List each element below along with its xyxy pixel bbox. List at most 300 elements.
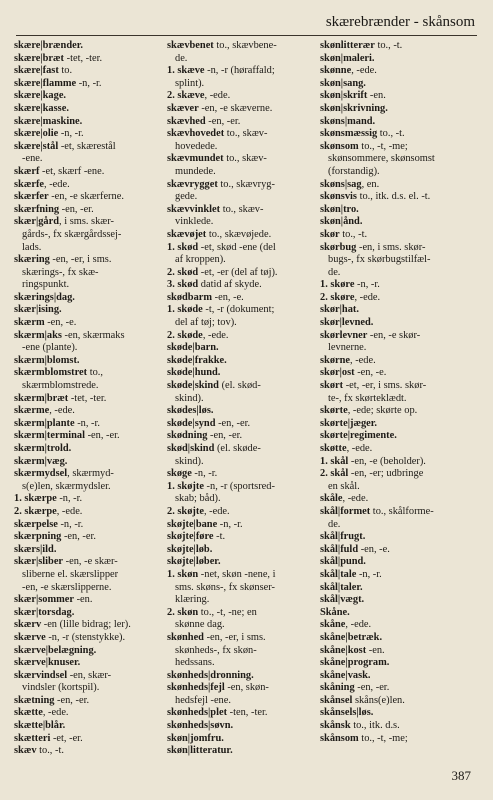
- entry-line: [167, 304, 317, 317]
- headword: skør|hat.: [320, 304, 359, 316]
- headword: skøge: [167, 468, 192, 480]
- entry-line: [167, 481, 317, 494]
- headword: skønne: [320, 65, 352, 77]
- entry-text: -en, -er.: [207, 430, 243, 442]
- headword: 1. skøre: [320, 279, 355, 291]
- entry-line: [167, 556, 317, 569]
- headword: skærmblomstret: [14, 367, 88, 379]
- entry-text: hedsfejl -ene.: [175, 694, 231, 706]
- header-rule: [16, 35, 477, 36]
- entry-line: [320, 78, 482, 91]
- headword: skåne|program.: [320, 657, 390, 669]
- entry-continuation: [14, 481, 164, 494]
- headword: skærpning: [14, 531, 62, 543]
- headword: skåle: [320, 493, 343, 505]
- entry-line: [14, 367, 164, 380]
- entry-line: [167, 682, 317, 695]
- entry-line: [320, 733, 482, 746]
- entry-continuation: [167, 594, 317, 607]
- entry-text: -n, -r (sportsred-: [203, 480, 275, 492]
- entry-text: -n, -r.: [57, 518, 84, 530]
- entry-line: [14, 90, 164, 103]
- headword: skøtte: [320, 443, 347, 454]
- entry-text: , -ede.: [354, 291, 381, 303]
- entry-text: -n, -r.: [58, 128, 84, 140]
- headword: skøn|ånd.: [320, 216, 363, 228]
- entry-text: -n, -r.: [191, 468, 218, 480]
- entry-text: -et, -er (del af tøj).: [198, 266, 278, 278]
- headword: skøn|sang.: [320, 77, 366, 89]
- headword: skærs|ild.: [14, 543, 57, 555]
- entry-line: [167, 90, 317, 103]
- entry-line: [320, 506, 482, 519]
- entry-text: s(e)len, skærmydsler.: [22, 480, 111, 492]
- entry-text: -n, -r (høraffald;: [204, 65, 275, 77]
- entry-text: -en, -e.: [354, 367, 387, 379]
- headword: skåning: [320, 682, 355, 694]
- entry-continuation: [320, 254, 482, 267]
- entry-line: [167, 569, 317, 582]
- entry-text: ringspunkt.: [22, 279, 70, 291]
- headword: skære|bræt: [14, 52, 65, 64]
- entry-line: [14, 720, 164, 733]
- entry-line: [320, 304, 482, 317]
- entry-line: [320, 53, 482, 66]
- entry-text: -en, -er, i sms.: [203, 631, 266, 643]
- entry-continuation: [320, 166, 482, 179]
- entry-text: -n, -r.: [56, 493, 83, 505]
- entry-text: -en (lille bidrag; ler).: [41, 619, 131, 631]
- entry-line: [320, 632, 482, 645]
- entry-line: [14, 254, 164, 267]
- entry-line: [167, 242, 317, 255]
- headword: skærf: [14, 165, 40, 177]
- headword: skødning: [167, 430, 208, 442]
- entry-text: sliberne el. skærslipper: [22, 568, 119, 580]
- headword: skønheds|plet: [167, 707, 228, 719]
- entry-text: -en, -e.: [358, 543, 390, 555]
- headword: skære|stål: [14, 140, 59, 152]
- entry-line: [14, 330, 164, 343]
- entry-text: skind).: [175, 392, 204, 404]
- entry-line: [167, 720, 317, 733]
- entry-text: to., -t.: [36, 745, 64, 757]
- headword: skærfning: [14, 203, 60, 215]
- entry-text: -en, -e skør-: [367, 329, 421, 341]
- entry-line: [167, 153, 317, 166]
- headword: skøde|synd: [167, 417, 216, 429]
- entry-line: [14, 128, 164, 141]
- entry-text: -en, skær-: [67, 669, 112, 681]
- headword: skærings|dag.: [14, 291, 75, 303]
- entry-text: to., skæv-: [224, 128, 268, 140]
- entry-line: [167, 40, 317, 53]
- entry-line: [167, 204, 317, 217]
- entry-text: skærmblomstrede.: [22, 380, 99, 392]
- headword: skære|kage.: [14, 90, 67, 102]
- entry-text: -t, -r (dokument;: [202, 304, 275, 316]
- headword: skære|fast: [14, 65, 59, 77]
- headword: skønsom: [320, 140, 359, 152]
- entry-text: , -ede.: [44, 178, 70, 190]
- entry-line: [320, 204, 482, 217]
- entry-text: -en, -e.: [44, 317, 77, 329]
- entry-text: vinklede.: [175, 216, 214, 228]
- headword: skørte|regimente.: [320, 430, 397, 442]
- entry-line: [320, 468, 482, 481]
- headword: Skåne.: [320, 606, 350, 618]
- entry-line: [320, 405, 482, 418]
- headword: skætning: [14, 694, 55, 706]
- entry-continuation: [167, 393, 317, 406]
- entry-line: [167, 707, 317, 720]
- entry-text: -ene (plante).: [22, 342, 78, 354]
- entry-text: -ten, -ter.: [227, 707, 268, 719]
- entry-line: [167, 733, 317, 746]
- entry-line: [320, 380, 482, 393]
- entry-line: [14, 204, 164, 217]
- entry-line: [320, 493, 482, 506]
- entry-line: [14, 745, 164, 758]
- entry-text: -en, i sms. skør-: [356, 241, 426, 253]
- headword: skæring: [14, 254, 50, 266]
- entry-line: [14, 355, 164, 368]
- entry-text: -n, -r.: [356, 568, 382, 580]
- entry-line: [14, 632, 164, 645]
- headword: skøde|hund.: [167, 367, 221, 379]
- headword: skær|torsdag.: [14, 606, 75, 618]
- entry-line: [320, 292, 482, 305]
- entry-text: to., itk. d.s. el. -t.: [356, 191, 431, 203]
- headword: skærm|bræt: [14, 392, 69, 404]
- headword: 2. skøde: [167, 329, 203, 341]
- entry-text: del af tøj; tov).: [175, 317, 237, 329]
- entry-continuation: [320, 153, 482, 166]
- headword: skør: [320, 228, 340, 240]
- entry-line: [167, 65, 317, 78]
- entry-line: [14, 519, 164, 532]
- entry-line: [320, 216, 482, 229]
- entry-line: [14, 733, 164, 746]
- headword: skærm|blomst.: [14, 354, 80, 366]
- headword: skørne: [320, 354, 351, 366]
- entry-line: [14, 53, 164, 66]
- entry-line: [320, 569, 482, 582]
- entry-text: hedssans.: [175, 657, 215, 669]
- entry-line: [167, 670, 317, 683]
- entry-text: , -ede; skørte op.: [347, 405, 418, 417]
- headword: skærm|aks: [14, 329, 62, 341]
- entry-line: [320, 456, 482, 469]
- entry-line: [14, 65, 164, 78]
- headword: 2. skøjte: [167, 505, 204, 517]
- headword: skåne: [320, 619, 346, 631]
- entry-line: [320, 657, 482, 670]
- headword: skånsel: [320, 694, 353, 706]
- entry-continuation: [14, 582, 164, 595]
- headword: skøjte|bane: [167, 518, 218, 530]
- entry-text: (forstandig).: [328, 165, 380, 177]
- entry-line: [320, 607, 482, 620]
- headword: skørlevner: [320, 329, 368, 341]
- entry-line: [167, 468, 317, 481]
- headword: skøn|maleri.: [320, 52, 375, 64]
- entry-text: datid af skyde.: [198, 279, 262, 291]
- headword: skøjte|føre: [167, 531, 214, 543]
- entry-continuation: [167, 493, 317, 506]
- entry-text: de.: [175, 52, 188, 64]
- entry-text: hovedede.: [175, 140, 218, 152]
- entry-line: [167, 367, 317, 380]
- entry-text: , i sms. skær-: [59, 216, 114, 228]
- entry-text: gårds-, fx skærgårdssej-: [22, 228, 122, 240]
- entry-line: [14, 116, 164, 129]
- entry-text: -en, -e skærslipperne.: [22, 581, 112, 593]
- entry-line: [167, 632, 317, 645]
- headword: skål|frugt.: [320, 531, 366, 543]
- entry-text: de.: [328, 518, 341, 530]
- headword: skære|olie: [14, 128, 59, 140]
- entry-line: [14, 40, 164, 53]
- entry-line: [320, 720, 482, 733]
- entry-line: [14, 695, 164, 708]
- entry-line: [167, 179, 317, 192]
- headword: skævrygget: [167, 178, 218, 190]
- entry-continuation: [167, 456, 317, 469]
- entry-text: , en.: [361, 178, 380, 190]
- entry-line: [320, 40, 482, 53]
- entry-line: [167, 519, 317, 532]
- entry-continuation: [14, 229, 164, 242]
- entry-text: -en, -e (beholder).: [348, 455, 426, 467]
- entry-text: -en, skøn-: [224, 682, 269, 694]
- headword: 1. skøjte: [167, 480, 204, 492]
- headword: skærme: [14, 405, 50, 417]
- headword: skøde|barn.: [167, 342, 219, 354]
- entry-text: to.,: [87, 367, 104, 379]
- entry-line: [167, 355, 317, 368]
- column-2: [167, 40, 317, 758]
- headword: skær|sommer: [14, 594, 74, 606]
- headword: skæv: [14, 745, 37, 757]
- entry-continuation: [167, 141, 317, 154]
- entry-line: [320, 695, 482, 708]
- headword: skøjte|løber.: [167, 556, 221, 568]
- entry-text: -en, -e skærferne.: [48, 191, 124, 203]
- entry-continuation: [167, 657, 317, 670]
- entry-line: [320, 65, 482, 78]
- entry-text: af kroppen).: [175, 254, 226, 266]
- headword: skøn|jomfru.: [167, 732, 224, 744]
- entry-continuation: [14, 279, 164, 292]
- entry-continuation: [320, 267, 482, 280]
- entry-line: [14, 317, 164, 330]
- entry-line: [14, 191, 164, 204]
- entry-continuation: [167, 254, 317, 267]
- entry-text: skåns(e)len.: [352, 694, 405, 706]
- headword: skævmundet: [167, 153, 224, 165]
- headword: skøn|tro.: [320, 203, 359, 215]
- entry-text: to., skæv-: [220, 203, 264, 215]
- entry-text: skønheds-, fx skøn-: [175, 644, 257, 656]
- entry-text: -en, -er, i sms.: [49, 254, 112, 266]
- entry-line: [320, 619, 482, 632]
- entry-text: -en, -e skæverne.: [198, 102, 273, 114]
- entry-text: to., skævøjede.: [206, 228, 272, 240]
- headword: 2. skøn: [167, 606, 199, 618]
- entry-text: mundede.: [175, 165, 216, 177]
- entry-line: [14, 292, 164, 305]
- headword: skål|pund.: [320, 556, 366, 568]
- headword: 1. skål: [320, 455, 349, 467]
- headword: 3. skød: [167, 279, 199, 291]
- entry-text: -n, -r (stenstykke).: [45, 631, 126, 643]
- entry-line: [167, 229, 317, 242]
- entry-line: [14, 103, 164, 116]
- headword: skåne|betræk.: [320, 631, 383, 643]
- entry-text: to., -t, -ne; en: [198, 606, 257, 618]
- headword: skål|tale: [320, 568, 357, 580]
- headword: skætte: [14, 707, 43, 719]
- entry-line: [167, 506, 317, 519]
- entry-text: lads.: [22, 241, 42, 253]
- entry-continuation: [14, 569, 164, 582]
- entry-line: [14, 166, 164, 179]
- headword: skødbarm: [167, 291, 213, 303]
- headword: skær|ising.: [14, 304, 62, 316]
- entry-continuation: [14, 153, 164, 166]
- entry-text: -en, -er.: [215, 417, 251, 429]
- entry-continuation: [167, 645, 317, 658]
- entry-line: [320, 242, 482, 255]
- entry-text: -en, -er.: [205, 115, 241, 127]
- entry-continuation: [167, 695, 317, 708]
- entry-continuation: [320, 342, 482, 355]
- entry-text: -ene.: [22, 153, 43, 165]
- headword: skær|gård: [14, 216, 60, 228]
- entry-text: te-, fx skørteklædt.: [328, 392, 407, 404]
- entry-continuation: [320, 519, 482, 532]
- headword: skånsk: [320, 720, 351, 732]
- headword: skør|ost: [320, 367, 355, 379]
- entry-text: , -ede.: [204, 90, 231, 102]
- entry-text: -et, skærf -ene.: [39, 165, 105, 177]
- entry-text: to., -t.: [374, 40, 403, 51]
- entry-continuation: [320, 481, 482, 494]
- entry-text: to., -t, -me;: [358, 140, 408, 152]
- headword: skørbug: [320, 241, 357, 253]
- headword: skærm|væg.: [14, 455, 68, 467]
- headword: 2. skærpe: [14, 505, 57, 517]
- entry-continuation: [167, 582, 317, 595]
- headword: skævøjet: [167, 228, 207, 240]
- entry-text: sms. skøns-, fx skønser-: [175, 581, 275, 593]
- entry-line: [14, 544, 164, 557]
- headword: skøn|skrivning.: [320, 102, 388, 114]
- entry-continuation: [167, 619, 317, 632]
- entry-text: -tet, -ter.: [64, 52, 103, 64]
- headword: 2. skål: [320, 468, 349, 480]
- headword: skål|formet: [320, 505, 371, 517]
- entry-line: [167, 443, 317, 456]
- entry-text: skab; båd).: [175, 493, 221, 505]
- entry-text: to., skævryg-: [217, 178, 275, 190]
- headword: skørte|jæger.: [320, 417, 378, 429]
- entry-text: bugs-, fx skørbugstilfæl-: [328, 254, 431, 266]
- entry-text: levnerne.: [328, 342, 367, 354]
- entry-text: , -ede.: [42, 707, 69, 719]
- entry-text: to.: [58, 65, 73, 77]
- headword: skøn|litteratur.: [167, 745, 233, 757]
- entry-line: [167, 116, 317, 129]
- entry-text: to., skæv-: [223, 153, 267, 165]
- entry-continuation: [167, 216, 317, 229]
- headword: skød|skind: [167, 443, 215, 454]
- entry-line: [320, 430, 482, 443]
- entry-continuation: [167, 166, 317, 179]
- entry-line: [320, 116, 482, 129]
- headword: skøn|skrift: [320, 90, 368, 102]
- headword: skæver: [167, 102, 199, 114]
- headword: skønheds|dronning.: [167, 669, 254, 681]
- entry-text: -n, -r.: [74, 417, 100, 429]
- entry-line: [320, 707, 482, 720]
- entry-text: -et, -er.: [50, 732, 83, 744]
- entry-line: [14, 304, 164, 317]
- entry-line: [14, 430, 164, 443]
- entry-line: [14, 456, 164, 469]
- entry-line: [167, 544, 317, 557]
- entry-line: [14, 619, 164, 632]
- entry-line: [167, 330, 317, 343]
- entry-line: [14, 141, 164, 154]
- headword: skær|sliber: [14, 556, 64, 568]
- entry-line: [14, 393, 164, 406]
- entry-line: [14, 707, 164, 720]
- headword: skål|fuld: [320, 543, 359, 555]
- headword: skævbenet: [167, 40, 214, 51]
- entry-text: , -ede.: [202, 329, 229, 341]
- entry-line: [14, 179, 164, 192]
- entry-text: gede.: [175, 191, 198, 203]
- headword: skærmydsel: [14, 468, 68, 480]
- entry-line: [14, 493, 164, 506]
- headword: skære|maskine.: [14, 115, 83, 127]
- headword: skørt: [320, 380, 344, 392]
- entry-line: [320, 279, 482, 292]
- headword: skævvinklet: [167, 203, 221, 215]
- headword: skærve|knuser.: [14, 657, 81, 669]
- entry-line: [320, 670, 482, 683]
- entry-text: klæring.: [175, 594, 210, 606]
- entry-line: [14, 594, 164, 607]
- entry-line: [14, 468, 164, 481]
- entry-continuation: [14, 242, 164, 255]
- entry-text: , -ede.: [351, 65, 377, 77]
- entry-line: [14, 657, 164, 670]
- headword: skærfe: [14, 178, 45, 190]
- entry-line: [167, 342, 317, 355]
- headword: skål|taler.: [320, 581, 363, 593]
- page-number: 387: [451, 768, 471, 783]
- headword: skønheds|søvn.: [167, 720, 234, 732]
- entry-line: [320, 179, 482, 192]
- headword: 1. skøn: [167, 568, 199, 580]
- entry-line: [320, 103, 482, 116]
- entry-line: [14, 443, 164, 456]
- entry-text: (el. skød-: [218, 380, 261, 392]
- entry-line: [167, 380, 317, 393]
